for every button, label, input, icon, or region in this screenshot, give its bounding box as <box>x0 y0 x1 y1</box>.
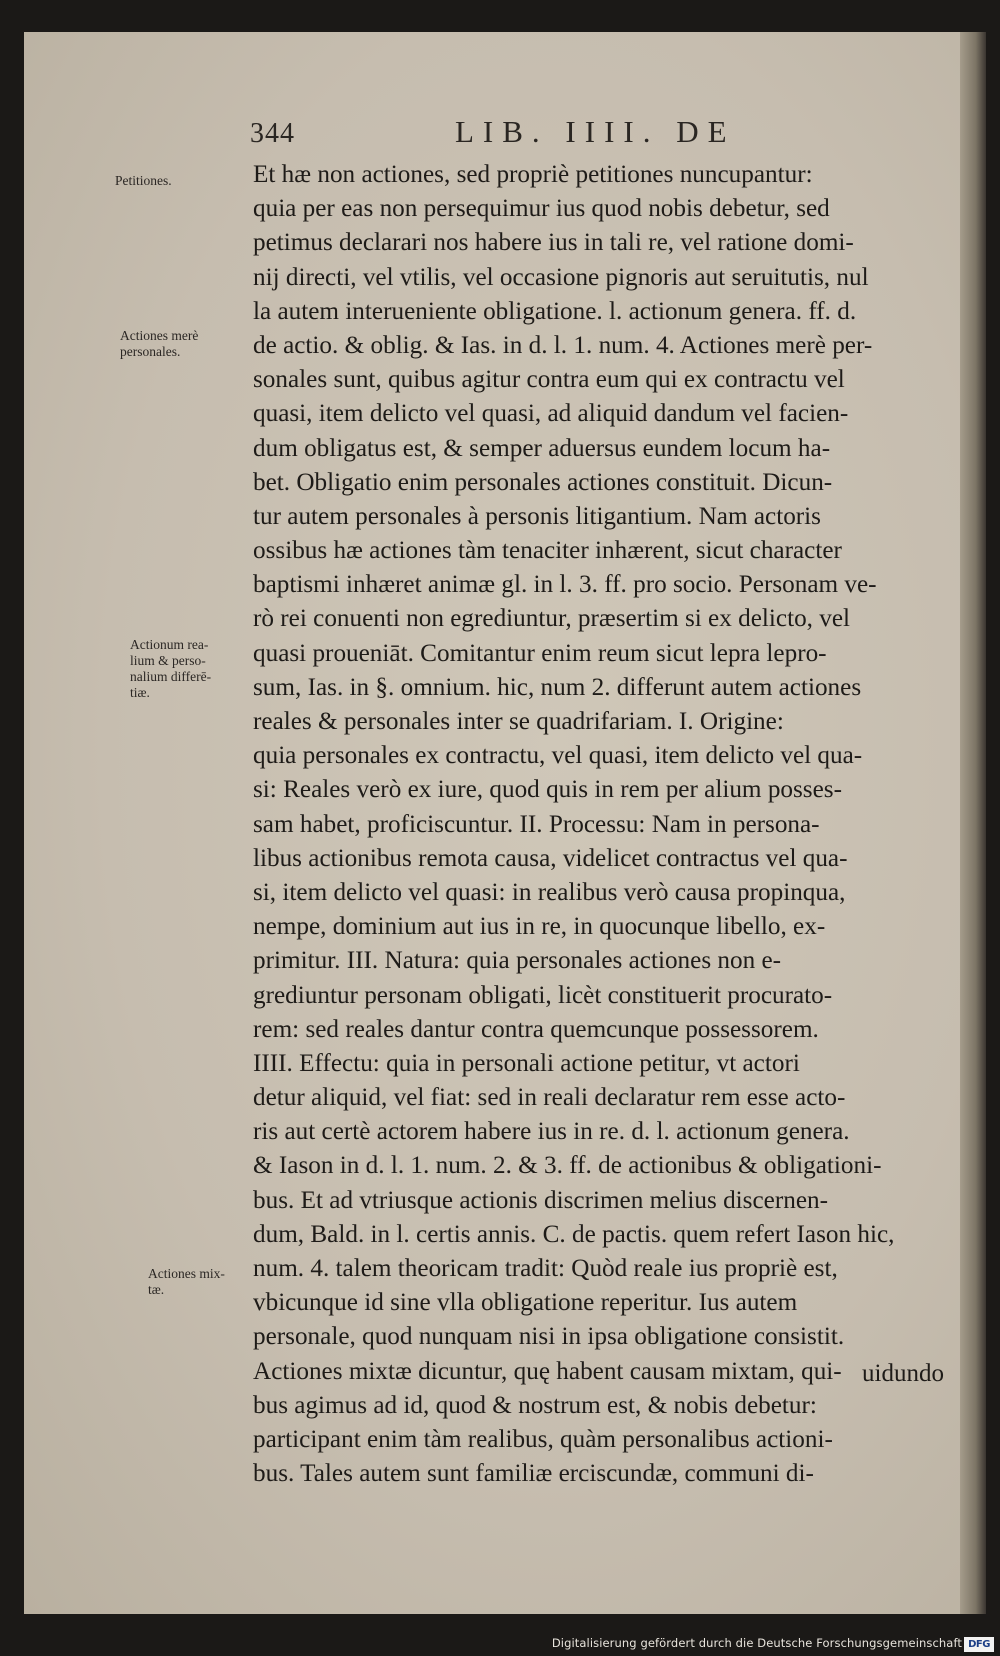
text-line: si: Reales verò ex iure, quod quis in rem per alium posses- <box>253 776 842 804</box>
text-line: nij directi, vel vtilis, vel occasione pignoris aut seruitutis, nul <box>253 263 869 291</box>
text-line: & Iason in d. l. 1. num. 2. & 3. ff. de actionibus & obligationi- <box>253 1152 882 1180</box>
text-line: dum obligatus est, & semper aduersus eundem locum ha- <box>253 434 831 462</box>
text-line: de actio. & oblig. & Ias. in d. l. 1. num. 4. Actiones merè per- <box>253 331 873 359</box>
text-line: tur autem personales à personis litigantium. Nam actoris <box>253 502 821 530</box>
margin-note-actionum-differentiae <box>130 637 265 701</box>
text-line: rem: sed reales dantur contra quemcunque possessorem. <box>253 1015 819 1043</box>
text-line: reales & personales inter se quadrifariam. I. Origine: <box>253 708 784 735</box>
margin-note-line: Actiones merè <box>120 328 199 343</box>
text-line: quasi, item delicto vel quasi, ad aliquid dandum vel facien- <box>253 400 849 428</box>
text-line: la autem interueniente obligatione. l. actionum genera. ff. d. <box>253 297 857 325</box>
text-line: bus. Et ad vtriusque actionis discrimen melius discernen- <box>253 1186 828 1214</box>
text-line: Actiones mixtæ dicuntur, quę habent causam mixtam, qui- <box>253 1357 842 1385</box>
margin-note-line: Actiones mix- <box>148 1266 225 1281</box>
margin-note-line: lium & perso- <box>130 653 206 668</box>
margin-note-line: tæ. <box>148 1282 165 1297</box>
text-line: bus. Tales autem sunt familiæ erciscundæ, communi di- <box>253 1460 814 1488</box>
text-line: ossibus hæ actiones tàm tenaciter inhærent, sicut character <box>253 537 842 565</box>
text-line: rò rei conuenti non egrediuntur, præsertim si ex delicto, vel <box>253 605 851 633</box>
dfg-logo: DFG <box>964 1637 994 1652</box>
text-line: nempe, dominium aut ius in re, in quocunque libello, ex- <box>253 913 826 941</box>
running-head <box>250 114 970 158</box>
text-line: quasi proueniāt. Comitantur enim reum sicut lepra lepro- <box>253 639 827 667</box>
text-line: petimus declarari nos habere ius in tali re, vel ratione domi- <box>253 229 854 257</box>
text-line: libus actionibus remota causa, videlicet contractus vel qua- <box>253 844 848 872</box>
text-line: detur aliquid, vel fiat: sed in reali declaratur rem esse acto- <box>253 1084 846 1112</box>
text-line: sonales sunt, quibus agitur contra eum qui ex contractu vel <box>253 366 845 394</box>
text-line: personale, quod nunquam nisi in ipsa obligatione consistit. <box>253 1323 845 1351</box>
text-line: bet. Obligatio enim personales actiones constituit. Dicun- <box>253 468 833 496</box>
page-number: 344 <box>250 118 295 149</box>
text-line: dum, Bald. in l. certis annis. C. de pactis. quem refert Iason hic, <box>253 1220 895 1248</box>
text-line: num. 4. talem theoricam tradit: Quòd reale ius propriè est, <box>253 1255 838 1282</box>
body-text <box>253 158 968 1491</box>
text-line: Et hæ non actiones, sed propriè petitiones nuncupantur: <box>253 161 813 188</box>
margin-note-line: nalium differē- <box>130 669 212 684</box>
margin-note-line: tiæ. <box>130 685 150 700</box>
running-head-title: LIB. IIII. DE <box>455 114 736 149</box>
margin-note-petitiones <box>115 173 250 189</box>
text-line: participant enim tàm realibus, quàm personalibus actioni- <box>253 1425 833 1453</box>
catchword: uidundo <box>862 1360 944 1387</box>
text-line: quia personales ex contractu, vel quasi, item delicto vel qua- <box>253 742 863 770</box>
text-line: baptismi inhæret animæ gl. in l. 3. ff. pro socio. Personam ve- <box>253 571 877 599</box>
margin-note-line: Petitiones. <box>115 173 172 188</box>
text-line: primitur. III. Natura: quia personales actiones non e- <box>253 947 782 975</box>
text-line: vbicunque id sine vlla obligatione reperitur. Ius autem <box>253 1289 798 1317</box>
digitization-credit: Digitalisierung gefördert durch die Deutsche Forschungsgemeinschaft <box>551 1636 962 1650</box>
text-line: quia per eas non persequimur ius quod nobis debetur, sed <box>253 195 830 223</box>
margin-note-line: personales. <box>120 344 181 359</box>
text-line: grediuntur personam obligati, licèt constituerit procurato- <box>253 981 833 1009</box>
text-line: sum, Ias. in §. omnium. hic, num 2. differunt autem actiones <box>253 673 862 701</box>
text-line: IIII. Effectu: quia in personali actione petitur, vt actori <box>253 1049 800 1077</box>
text-line: sam habet, proficiscuntur. II. Processu: Nam in persona- <box>253 810 820 838</box>
text-line: ris aut certè actorem habere ius in re. d. l. actionum genera. <box>253 1118 850 1146</box>
margin-note-actiones-personales <box>120 328 255 360</box>
text-line: bus agimus ad id, quod & nostrum est, & nobis debetur: <box>253 1391 817 1419</box>
margin-note-line: Actionum rea- <box>130 637 209 652</box>
text-line: si, item delicto vel quasi: in realibus verò causa propinqua, <box>253 878 846 906</box>
